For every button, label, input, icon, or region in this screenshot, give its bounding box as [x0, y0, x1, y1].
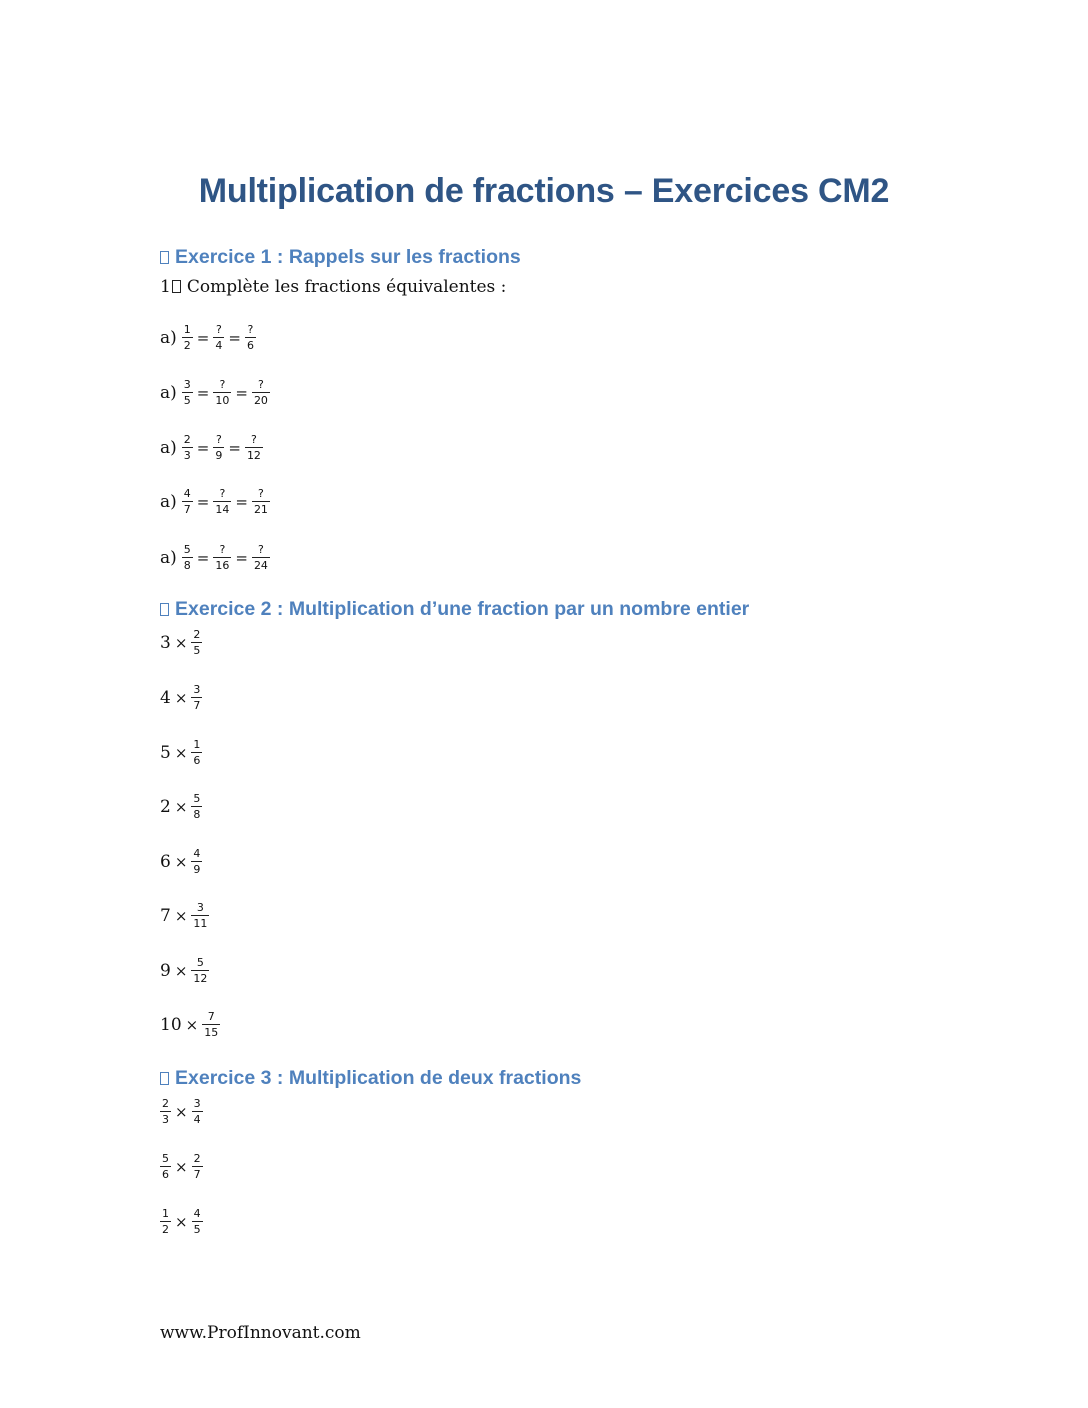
fraction-denominator: 14 — [215, 503, 230, 516]
fraction-denominator: 6 — [193, 754, 201, 767]
equivalence-row — [160, 373, 270, 413]
fraction — [245, 324, 256, 352]
equals-sign: = — [228, 329, 241, 347]
fraction — [191, 902, 209, 930]
fraction-numerator: 5 — [193, 792, 201, 805]
fraction — [191, 684, 202, 712]
fraction-numerator: ? — [215, 323, 222, 336]
fraction-denominator: 9 — [193, 863, 201, 876]
fraction-numerator: 2 — [162, 1097, 169, 1110]
fraction-numerator: 2 — [183, 433, 191, 446]
footer-website: www.ProfInnovant.com — [160, 1323, 361, 1343]
equals-sign: = — [196, 439, 210, 457]
fraction-denominator: 12 — [193, 972, 208, 985]
fraction-numerator: ? — [219, 487, 226, 500]
fraction — [213, 324, 224, 352]
fraction-numerator: 3 — [183, 378, 191, 391]
missing-glyph-icon — [172, 280, 181, 293]
fraction-numerator: 4 — [193, 847, 201, 860]
whole-number: 4 — [160, 688, 171, 708]
whole-number: 9 — [160, 961, 171, 981]
fraction-denominator: 8 — [193, 808, 201, 821]
fraction-denominator: 8 — [183, 559, 191, 572]
times-sign: × — [174, 962, 188, 980]
fraction — [252, 544, 270, 572]
equivalence-row — [160, 318, 256, 358]
exercise-3-heading-text: Exercice 3 : Multiplication de deux fractions — [175, 1067, 582, 1089]
fraction-denominator: 11 — [193, 917, 208, 930]
exercise-1-instruction — [160, 277, 506, 297]
fraction-denominator: 7 — [183, 503, 191, 516]
fraction-denominator: 20 — [253, 394, 268, 407]
fraction-denominator: 21 — [253, 503, 268, 516]
fraction — [182, 379, 193, 407]
exercise-2-heading — [160, 598, 749, 621]
whole-number: 7 — [160, 906, 171, 926]
fraction-denominator: 9 — [215, 449, 223, 462]
fraction-denominator: 7 — [193, 1168, 201, 1181]
fraction-numerator: ? — [251, 433, 257, 446]
fraction-numerator: 5 — [162, 1152, 169, 1165]
fraction-denominator: 12 — [246, 449, 261, 462]
fraction — [245, 434, 263, 462]
fraction-numerator: 3 — [193, 1097, 201, 1110]
equals-sign: = — [228, 439, 241, 457]
fraction — [192, 1098, 203, 1126]
whole-number: 5 — [160, 743, 171, 763]
fraction-times-fraction-row — [160, 1147, 203, 1187]
fraction-denominator: 5 — [193, 644, 201, 657]
fraction-denominator: 4 — [193, 1113, 201, 1126]
fraction — [213, 434, 224, 462]
fraction-numerator: 1 — [193, 738, 201, 751]
fraction-numerator: 1 — [183, 323, 191, 336]
instruction-number: 1 — [160, 277, 171, 297]
fraction-denominator: 6 — [162, 1168, 169, 1181]
fraction — [191, 793, 202, 821]
times-sign: × — [175, 1213, 188, 1231]
fraction — [192, 1208, 203, 1236]
item-label: a) — [160, 548, 177, 568]
fraction-numerator: 5 — [196, 956, 204, 969]
fraction-numerator: ? — [219, 378, 226, 391]
whole-times-fraction-row — [160, 678, 202, 718]
fraction-denominator: 2 — [183, 339, 191, 352]
whole-number: 10 — [160, 1015, 182, 1035]
item-label: a) — [160, 383, 177, 403]
fraction-denominator: 15 — [204, 1026, 219, 1039]
times-sign: × — [174, 853, 188, 871]
times-sign: × — [174, 689, 188, 707]
fraction-times-fraction-row — [160, 1202, 203, 1242]
fraction-denominator: 16 — [215, 559, 230, 572]
whole-times-fraction-row — [160, 733, 202, 773]
fraction-numerator: 7 — [207, 1010, 215, 1023]
fraction — [213, 379, 231, 407]
fraction-denominator: 7 — [193, 699, 201, 712]
fraction-numerator: ? — [258, 543, 264, 556]
equals-sign: = — [196, 329, 210, 347]
fraction-numerator: ? — [219, 543, 226, 556]
whole-number: 2 — [160, 797, 171, 817]
whole-times-fraction-row — [160, 787, 202, 827]
whole-times-fraction-row — [160, 623, 202, 663]
fraction-denominator: 6 — [246, 339, 254, 352]
whole-times-fraction-row — [160, 896, 209, 936]
fraction-denominator: 3 — [183, 449, 191, 462]
equals-sign: = — [235, 549, 248, 567]
fraction-denominator: 5 — [193, 1223, 201, 1236]
times-sign: × — [175, 1103, 188, 1121]
fraction — [182, 488, 193, 516]
fraction — [213, 544, 231, 572]
times-sign: × — [174, 634, 188, 652]
times-sign: × — [174, 798, 188, 816]
fraction — [191, 957, 209, 985]
fraction-denominator: 10 — [215, 394, 230, 407]
fraction — [252, 379, 270, 407]
fraction-numerator: 2 — [193, 1152, 201, 1165]
item-label: a) — [160, 492, 177, 512]
fraction-numerator: ? — [258, 487, 264, 500]
fraction — [191, 739, 202, 767]
times-sign: × — [174, 907, 188, 925]
missing-glyph-icon — [160, 251, 169, 264]
fraction-denominator: 24 — [253, 559, 268, 572]
fraction-denominator: 5 — [183, 394, 191, 407]
fraction-denominator: 2 — [162, 1223, 169, 1236]
equivalence-row — [160, 428, 263, 468]
exercise-2-heading-text: Exercice 2 : Multiplication d’une fraction par un nombre entier — [175, 598, 750, 620]
fraction — [182, 434, 193, 462]
exercise-1-heading — [160, 246, 521, 269]
fraction-numerator: 5 — [183, 543, 191, 556]
fraction-numerator: 1 — [162, 1207, 169, 1220]
fraction-numerator: 4 — [183, 487, 191, 500]
whole-times-fraction-row — [160, 1005, 220, 1045]
equivalence-row — [160, 538, 270, 578]
equals-sign: = — [196, 493, 210, 511]
fraction — [160, 1098, 171, 1126]
fraction — [213, 488, 231, 516]
whole-number: 3 — [160, 633, 171, 653]
times-sign: × — [174, 744, 188, 762]
whole-times-fraction-row — [160, 842, 202, 882]
fraction-times-fraction-row — [160, 1092, 203, 1132]
exercise-3-heading — [160, 1067, 581, 1090]
item-label: a) — [160, 438, 177, 458]
fraction-numerator: ? — [258, 378, 264, 391]
fraction — [191, 629, 202, 657]
times-sign: × — [175, 1158, 188, 1176]
fraction-numerator: ? — [247, 323, 254, 336]
equals-sign: = — [235, 493, 248, 511]
fraction — [160, 1153, 171, 1181]
exercise-1-heading-text: Exercice 1 : Rappels sur les fractions — [175, 246, 521, 268]
item-label: a) — [160, 328, 177, 348]
page-title: Multiplication de fractions – Exercices CM2 — [198, 172, 890, 210]
fraction-numerator: 3 — [193, 683, 201, 696]
fraction — [202, 1011, 220, 1039]
equals-sign: = — [235, 384, 248, 402]
equals-sign: = — [196, 549, 210, 567]
whole-number: 6 — [160, 852, 171, 872]
fraction — [160, 1208, 171, 1236]
missing-glyph-icon — [160, 1072, 169, 1085]
fraction — [191, 848, 202, 876]
fraction — [182, 324, 193, 352]
fraction — [192, 1153, 203, 1181]
fraction-denominator: 4 — [215, 339, 223, 352]
equals-sign: = — [196, 384, 210, 402]
fraction-numerator: 4 — [193, 1207, 201, 1220]
fraction — [252, 488, 270, 516]
whole-times-fraction-row — [160, 951, 209, 991]
fraction-numerator: 2 — [193, 628, 201, 641]
times-sign: × — [185, 1016, 199, 1034]
fraction-denominator: 3 — [162, 1113, 169, 1126]
fraction-numerator: ? — [215, 433, 222, 446]
equivalence-row — [160, 482, 270, 522]
fraction — [182, 544, 193, 572]
fraction-numerator: 3 — [196, 901, 204, 914]
instruction-text: Complète les fractions équivalentes : — [186, 277, 507, 297]
missing-glyph-icon — [160, 603, 169, 616]
